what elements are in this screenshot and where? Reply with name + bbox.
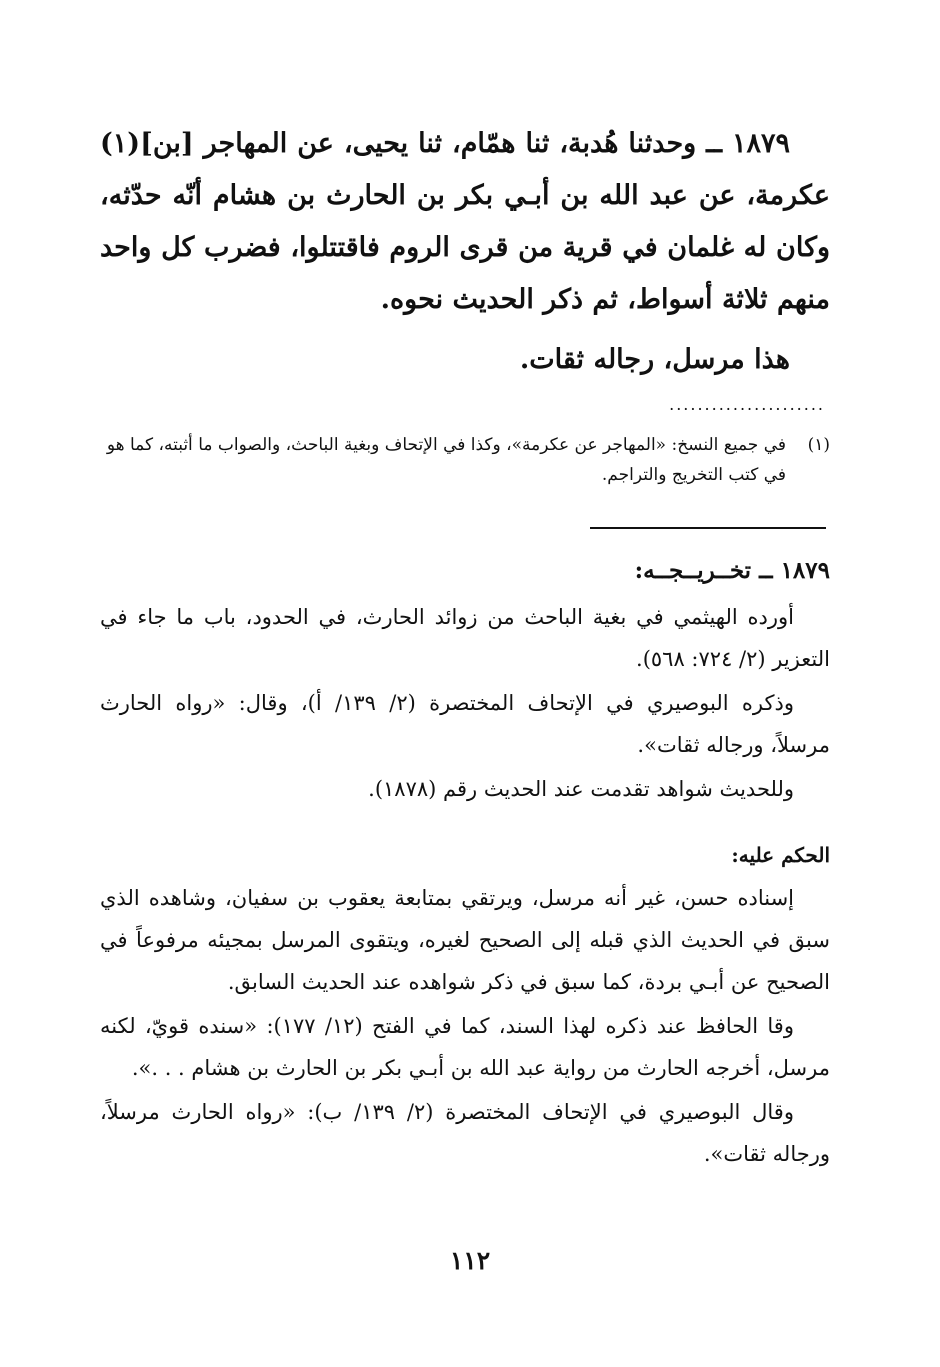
footnote: [100, 430, 830, 490]
hadith-verdict: هذا مرسل، رجاله ثقات.: [519, 344, 790, 375]
footnote-text: في جميع النسخ: «المهاجر عن عكرمة»، وكذا في الإتحاف وبغية الباحث، والصواب ما أثبته، كما هو في كتب التخريج والتراجم.: [106, 435, 786, 485]
hadith-section: [100, 118, 830, 386]
hukm-heading: الحكم عليه:: [731, 843, 830, 867]
hukm-section: [100, 835, 830, 1177]
hukm-paragraph: إسناده حسن، غير أنه مرسل، ويرتقي بمتابعة يعقوب بن سفيان، وشاهده الذي سبق في الحديث الذي قبله إلى الصحيح لغيره، ويتقوى المرسل بمجيئه مرفوعاً في الصحيح عن أبـي بردة، كما سبق في ذكر شواهده عند الحديث السابق.: [100, 886, 830, 994]
footnote-number: (١): [807, 435, 830, 455]
footnote-separator: ......................: [669, 395, 825, 414]
section-divider: [590, 527, 826, 529]
hukm-paragraph: وقال البوصيري في الإتحاف المختصرة (٢/ ١٣٩/ ب): «رواه الحارث مرسلاً، ورجاله ثقات».: [100, 1100, 830, 1166]
takhrij-section: [100, 550, 830, 812]
takhrij-heading: ١٨٧٩ ــ تخــريــجــه:: [634, 557, 830, 584]
takhrij-paragraph: وللحديث شواهد تقدمت عند الحديث رقم (١٨٧٨).: [368, 777, 794, 801]
takhrij-paragraph: وذكره البوصيري في الإتحاف المختصرة (٢/ ١٣٩/ أ)، وقال: «رواه الحارث مرسلاً، ورجاله ثقات».: [100, 691, 830, 757]
page-number: ١١٢: [449, 1246, 491, 1275]
hukm-paragraph: وقا الحافظ عند ذكره لهذا السند، كما في الفتح (١٢/ ١٧٧): «سنده قويّ، لكنه مرسل، أخرجه الحارث من رواية عبد الله بن أبـي بكر بن الحارث بن هشام . . .».: [100, 1014, 830, 1080]
hadith-text: ١٨٧٩ ــ وحدثنا هُدبة، ثنا همّام، ثنا يحيى، عن المهاجر [بن](١) عكرمة، عن عبد الله بن أبـي بكر بن الحارث بن هشام أنّه حدّثه، وكان له غلمان في قرية من قرى الروم فاقتتلوا، فضرب كل واحد منهم ثلاثة أسواط، ثم ذكر الحديث نحوه.: [100, 128, 830, 315]
takhrij-paragraph: أورده الهيثمي في بغية الباحث من زوائد الحارث، في الحدود، باب ما جاء في التعزير (٢/ ٧٢٤: ٥٦٨).: [100, 605, 830, 671]
